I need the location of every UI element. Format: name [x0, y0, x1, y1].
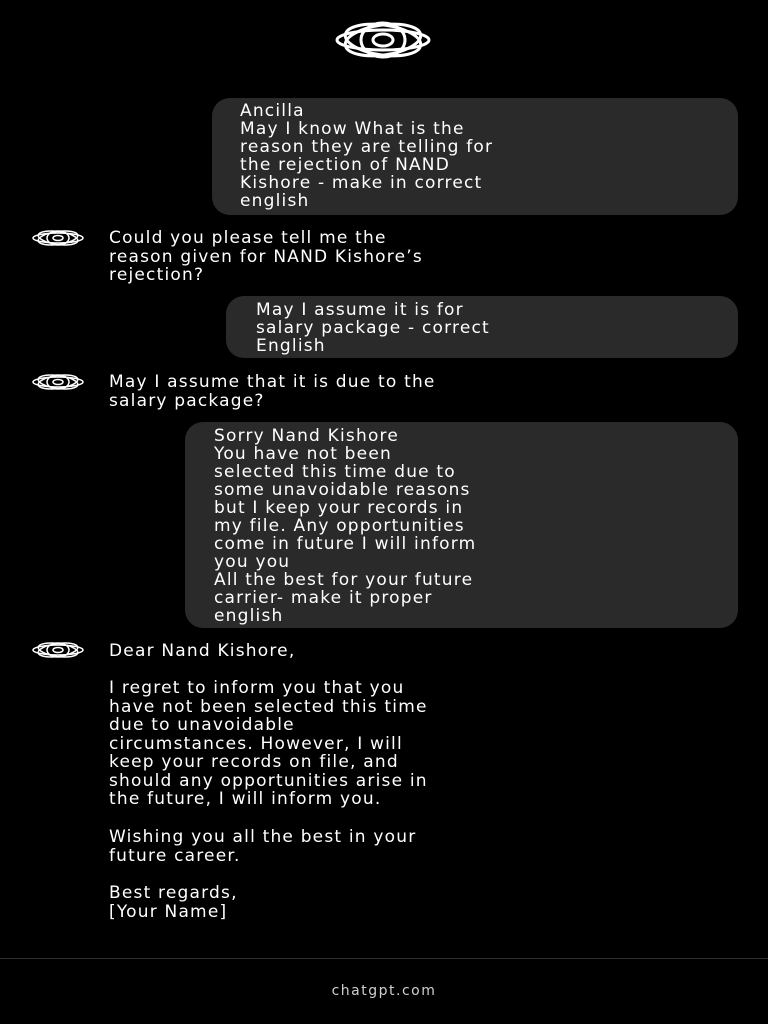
- assistant-avatar-icon: [30, 374, 86, 390]
- footer-domain-link[interactable]: chatgpt.com: [331, 983, 437, 999]
- openai-logo-icon: [330, 20, 436, 60]
- assistant-message-wishes: Wishing you all the best in your future career.: [109, 827, 417, 866]
- assistant-message-body: I regret to inform you that you have not been selected this time due to unavoidable circumstances. However, I will keep your records on file, and should any opportunities arise in the future, I will inform you.: [109, 678, 428, 809]
- assistant-message: May I assume that it is due to the salary package?: [109, 372, 436, 411]
- user-message-bubble: May I assume it is for salary package - correct English: [226, 296, 738, 358]
- assistant-avatar-icon: [30, 642, 86, 658]
- assistant-avatar-icon: [30, 230, 86, 246]
- assistant-message: Could you please tell me the reason given for NAND Kishore’s rejection?: [109, 228, 423, 285]
- user-message-bubble: Sorry Nand Kishore You have not been selected this time due to some unavoidable reasons but I keep your records in my file. Any opportunities come in future I will inform you you All the best for your future carrier- make it proper english: [185, 422, 738, 628]
- footer-divider: [0, 958, 768, 959]
- user-message-bubble: Ancilla May I know What is the reason they are telling for the rejection of NAND Kishore - make in correct english: [212, 98, 738, 215]
- assistant-message-greeting: Dear Nand Kishore,: [109, 641, 296, 661]
- assistant-message-signoff: Best regards, [Your Name]: [109, 883, 238, 922]
